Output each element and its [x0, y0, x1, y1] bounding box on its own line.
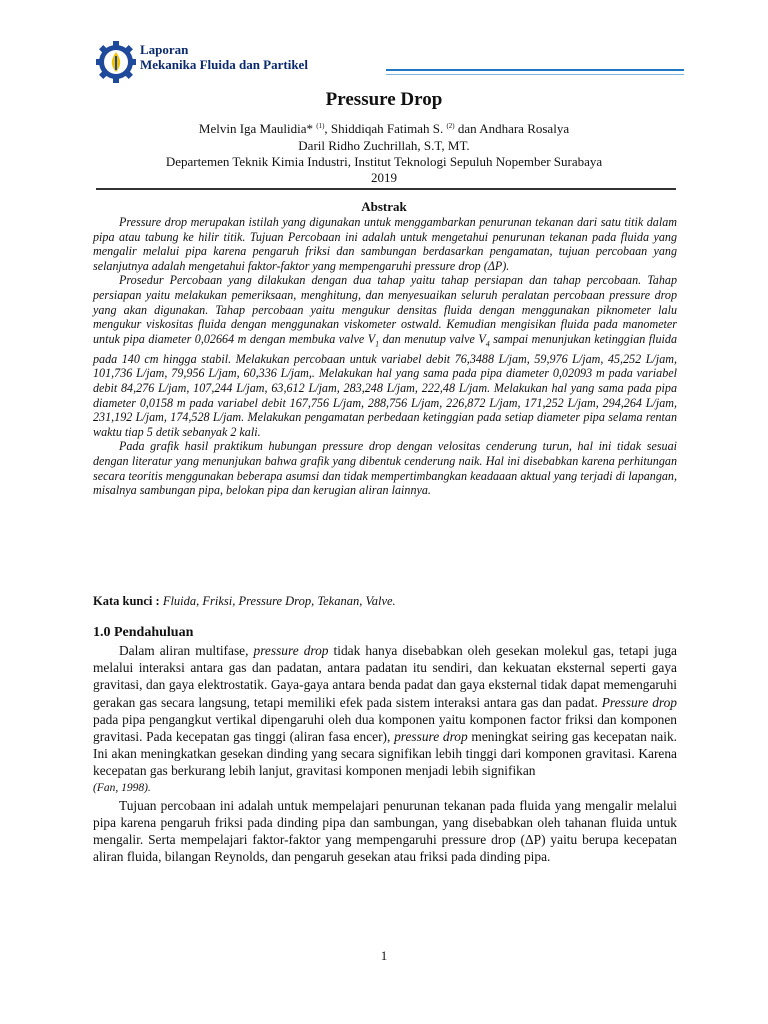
header-report-label [140, 42, 308, 72]
keywords-label: Kata kunci : [93, 594, 160, 608]
body-paragraph-2: Tujuan percobaan ini adalah untuk mempelajari penurunan tekanan pada fluida yang mengalir melalui pipa karena pengaruh friksi pada dinding pipa dan sambungan, yang disebabkan oleh tahanan fluida untuk mengalir. Serta mempelajari faktor-faktor yang mempengaruhi pressure drop (ΔP) yaitu berupa kecepatan aliran fluida, bilangan Reynolds, dan pengaruh gesekan atau friksi pada dinding pipa. [93, 797, 677, 865]
affiliation: Departemen Teknik Kimia Industri, Institut Teknologi Sepuluh Nopember Surabaya [165, 154, 603, 169]
page-number: 1 [380, 948, 388, 963]
author-1: Melvin Iga Maulidia* [198, 121, 313, 136]
year: 2019 [371, 170, 397, 185]
body-paragraph-1: Dalam aliran multifase, pressure drop tidak hanya disebabkan oleh gesekan molekul gas, tetapi juga melalui interaksi antara gas dan padatan, antara padatan itu sendiri, dan kekuatan eksternal seperti gaya gravitasi, dan gaya elektrostatik. Gaya-gaya antara benda padat dan gaya eksternal tidak dapat memengaruhi gerakan gas secara langsung, tetapi memiliki efek pada sistem interaksi antara gas dan padat. Pressure drop pada pipa pengangkut vertikal dipengaruhi oleh dua komponen yaitu komponen factor friksi dan komponen gravitasi. Pada kecepatan gas tinggi (aliran fasa encer), pressure drop meningkat seiring gas kecepatan naik. Ini akan meningkatkan gesekan dinding yang secara signifikan lebih tinggi dari komponen gravitasi. Karena kecepatan gas berkurang lebih lanjut, gravitasi komponen menjadi lebih signifikan (Fan, 1998). [93, 642, 677, 797]
header-rule-thin [386, 74, 684, 75]
paper-title: Pressure Drop [325, 89, 443, 110]
author-1-affil: (1) [316, 122, 325, 130]
author-2: , Shiddiqah Fatimah S. [324, 121, 444, 136]
header-line-2: Mekanika Fluida dan Partikel [140, 57, 308, 72]
supervisor: Daril Ridho Zuchrillah, S.T, MT. [298, 138, 470, 153]
author-3: dan Andhara Rosalya [454, 121, 570, 136]
keywords [93, 594, 396, 609]
header-rule [386, 69, 684, 71]
abstract-body [93, 215, 677, 498]
abstract-paragraph-3: Pada grafik hasil praktikum hubungan pressure drop dengan velositas cenderung turun, hal ini tidak sesuai dengan literatur yang menunjukan bahwa grafik yang dibentuk cenderung naik. Hal ini disebabkan karena perhitungan secara teoritis menggunakan beberapa asumsi dan tidak mempertimbangkan keadaaan aktual yang terjadi di lapangan, misalnya sambungan pipa, belokan pipa dan kerugian aliran lainnya. [93, 439, 677, 498]
section-heading: 1.0 Pendahuluan [93, 625, 194, 640]
abstract-heading: Abstrak [361, 199, 407, 214]
institution-logo-icon [96, 40, 136, 84]
citation: (Fan, 1998). [93, 781, 151, 794]
author-2-affil: (2) [446, 122, 455, 130]
author-list [0, 121, 768, 137]
title-divider [96, 188, 676, 190]
header-line-1: Laporan [140, 42, 189, 57]
abstract-paragraph-1: Pressure drop merupakan istilah yang digunakan untuk menggambarkan penurunan tekanan dari satu titik dalam pipa atau tabung ke hilir titik. Tujuan Percobaan ini adalah untuk mengetahui penurunan tekanan pada fluida yang mengalir melalui pipa karena pengaruh friksi dan sambungan berdasarkan pengamatan, tujuan percobaan yang selanjutnya adalah mengetahui faktor-faktor yang mempengaruhi pressure drop (ΔP). [93, 215, 677, 273]
keywords-values: Fluida, Friksi, Pressure Drop, Tekanan, Valve. [159, 594, 396, 608]
abstract-paragraph-2: Prosedur Percobaan yang dilakukan dengan dua tahap yaitu tahap persiapan dan tahap percobaan. Tahap persiapan yaitu melakukan pemeriksaan, menghitung, dan menyesuaikan seluruh peralatan percobaan pressure drop yang akan digunakan. Tahap percobaan yaitu mengukur densitas fluida dengan menggunakan piknometer lalu mengukur viskositas fluida dengan menggunakan viskometer ostwald. Kemudian mengisikan fluida pada manometer untuk pipa diameter 0,02664 m dengan membuka valve $V_1$ dan menutup valve $V_4$ sampai menunjukan ketinggian fluida pada 140 cm hingga stabil. Melakukan percobaan untuk variabel debit 76,3488 L/jam, 59,976 L/jam, 45,252 L/jam, 101,736 L/jam, 79,956 L/jam, 60,336 L/jam,. Melakukan hal yang sama pada pipa diameter 0,02093 m pada variabel debit 84,276 L/jam, 107,244 L/jam, 63,612 L/jam, 283,248 L/jam, 222,48 L/jam. Melakukan hal yang sama pada pipa diameter 0,0158 m pada variabel debit 167,756 L/jam, 288,756 L/jam, 226,872 L/jam, 171,252 L/jam, 294,264 L/jam, 231,192 L/jam, 174,528 L/jam. Melakukan pengamatan perbedaan ketinggian pada setiap diameter pipa selama rentan waktu tiap 5 detik sebanyak 2 kali. [93, 273, 677, 439]
section-body [93, 642, 677, 866]
